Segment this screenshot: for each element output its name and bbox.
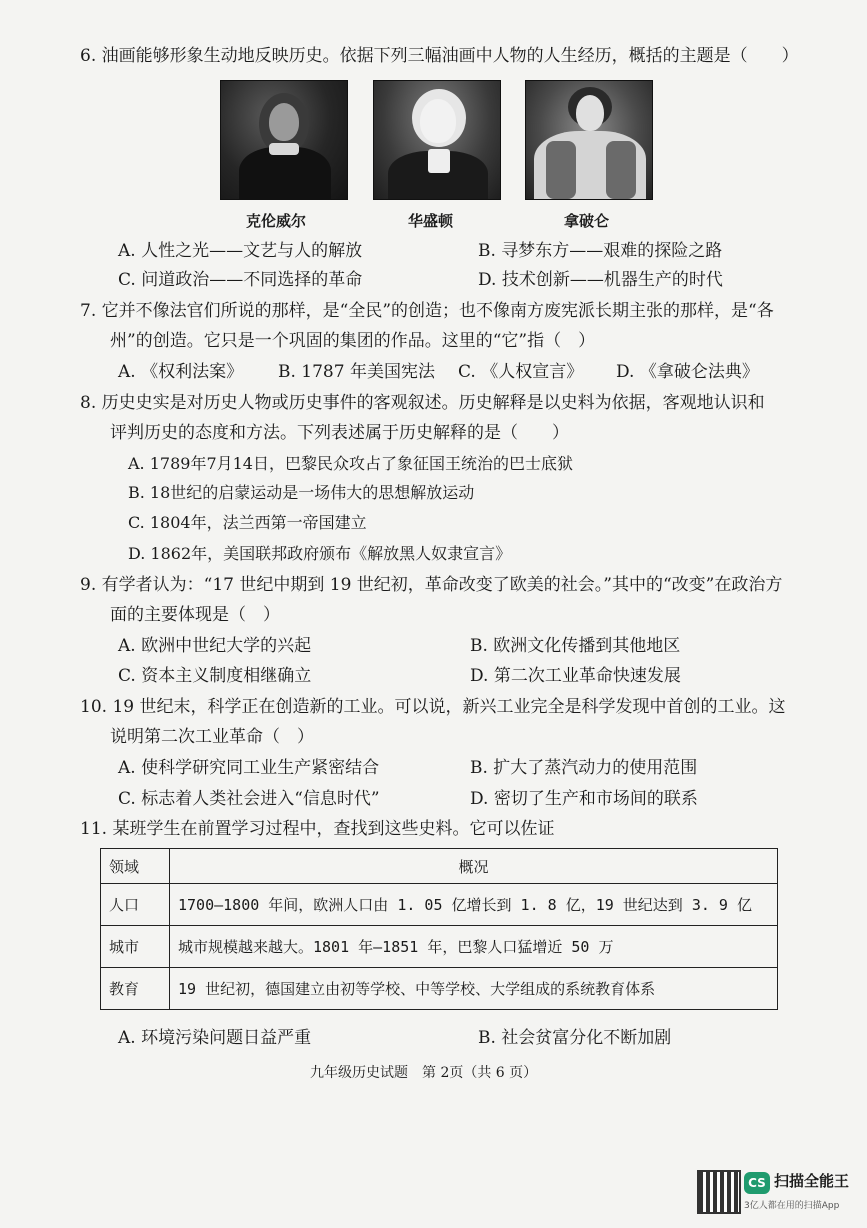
q8-option-d: D. 1862年，美国联邦政府颁布《解放黑人奴隶宣言》: [128, 544, 512, 563]
q11-stem: 11. 某班学生在前置学习过程中，查找到这些史料。它可以佐证: [80, 819, 555, 839]
caption-washington: 华盛顿: [408, 212, 454, 230]
q9-option-d: D. 第二次工业革命快速发展: [470, 666, 681, 686]
q8-stem-line2: 评判历史的态度和方法。下列表述属于历史解释的是（ ）: [110, 423, 569, 443]
q10-option-b: B. 扩大了蒸汽动力的使用范围: [470, 758, 698, 778]
scanner-app-name: 扫描全能王: [774, 1172, 850, 1190]
page-footer: 九年级历史试题 第 2页（共 6 页）: [310, 1065, 538, 1081]
table-row: [101, 926, 778, 968]
q6-option-b: B. 寻梦东方——艰难的探险之路: [478, 241, 723, 261]
q8-option-c: C. 1804年，法兰西第一帝国建立: [128, 513, 367, 532]
table-cell-overview: 1700—1800 年间，欧洲人口由 1. 05 亿增长到 1. 8 亿，19 世纪达到 3. 9 亿: [170, 884, 778, 926]
q10-stem-line2: 说明第二次工业革命（ ）: [110, 727, 314, 747]
napoleon-portrait: [525, 80, 653, 200]
q7-option-c: C. 《人权宣言》: [458, 362, 584, 382]
q9-option-a: A. 欧洲中世纪大学的兴起: [118, 636, 312, 656]
q8-option-a: A. 1789年7月14日，巴黎民众攻占了象征国王统治的巴士底狱: [128, 454, 573, 473]
q6-option-d: D. 技术创新——机器生产的时代: [478, 270, 723, 290]
table-header-overview: 概况: [170, 849, 778, 884]
q6-stem: 6. 油画能够形象生动地反映历史。依据下列三幅油画中人物的人生经历，概括的主题是（ ）: [80, 46, 799, 66]
q8-stem-line1: 8. 历史史实是对历史人物或历史事件的客观叙述。历史解释是以史料为依据，客观地认识和: [80, 393, 765, 413]
q7-stem-line2: 州”的创造。它只是一个巩固的集团的作品。这里的“它”指（ ）: [110, 331, 596, 351]
q10-option-a: A. 使科学研究同工业生产紧密结合: [118, 758, 380, 778]
caption-napoleon: 拿破仑: [564, 212, 610, 230]
q11-data-table: [100, 848, 778, 1010]
q9-stem-line2: 面的主要体现是（ ）: [110, 605, 280, 625]
table-cell-overview: 19 世纪初，德国建立由初等学校、中等学校、大学组成的系统教育体系: [170, 968, 778, 1010]
camscanner-logo-icon: CS: [744, 1172, 770, 1194]
q7-stem-line1: 7. 它并不像法官们所说的那样，是“全民”的创造；也不像南方废宪派长期主张的那样，是“各: [80, 301, 774, 321]
table-cell-field: 教育: [101, 968, 170, 1010]
q10-option-c: C. 标志着人类社会进入“信息时代”: [118, 789, 380, 809]
q11-option-a: A. 环境污染问题日益严重: [118, 1028, 312, 1048]
q9-option-b: B. 欧洲文化传播到其他地区: [470, 636, 681, 656]
scanner-tagline: 3亿人都在用的扫描App: [744, 1201, 840, 1211]
table-row: [101, 968, 778, 1010]
caption-cromwell: 克伦威尔: [246, 212, 307, 230]
table-row: [101, 884, 778, 926]
q9-option-c: C. 资本主义制度相继确立: [118, 666, 312, 686]
q6-option-a: A. 人性之光——文艺与人的解放: [118, 241, 363, 261]
qr-code-icon: [697, 1170, 741, 1214]
q7-option-a: A. 《权利法案》: [118, 362, 244, 382]
q10-option-d: D. 密切了生产和市场间的联系: [470, 789, 698, 809]
q6-option-c: C. 问道政治——不同选择的革命: [118, 270, 363, 290]
table-cell-field: 城市: [101, 926, 170, 968]
q10-stem-line1: 10. 19 世纪末，科学正在创造新的工业。可以说，新兴工业完全是科学发现中首创的工业。这: [80, 697, 786, 717]
table-header-row: [101, 849, 778, 884]
q9-stem-line1: 9. 有学者认为：“17 世纪中期到 19 世纪初，革命改变了欧美的社会。”其中的“改变”在政治方: [80, 575, 783, 595]
q11-option-b: B. 社会贫富分化不断加剧: [478, 1028, 672, 1048]
q8-option-b: B. 18世纪的启蒙运动是一场伟大的思想解放运动: [128, 483, 475, 502]
washington-portrait: [373, 80, 501, 200]
table-cell-field: 人口: [101, 884, 170, 926]
table-header-field: 领域: [101, 849, 170, 884]
q7-option-b: B. 1787 年美国宪法: [278, 362, 435, 382]
q7-option-d: D. 《拿破仑法典》: [616, 362, 759, 382]
cromwell-portrait: [220, 80, 348, 200]
table-cell-overview: 城市规模越来越大。1801 年—1851 年，巴黎人口猛增近 50 万: [170, 926, 778, 968]
